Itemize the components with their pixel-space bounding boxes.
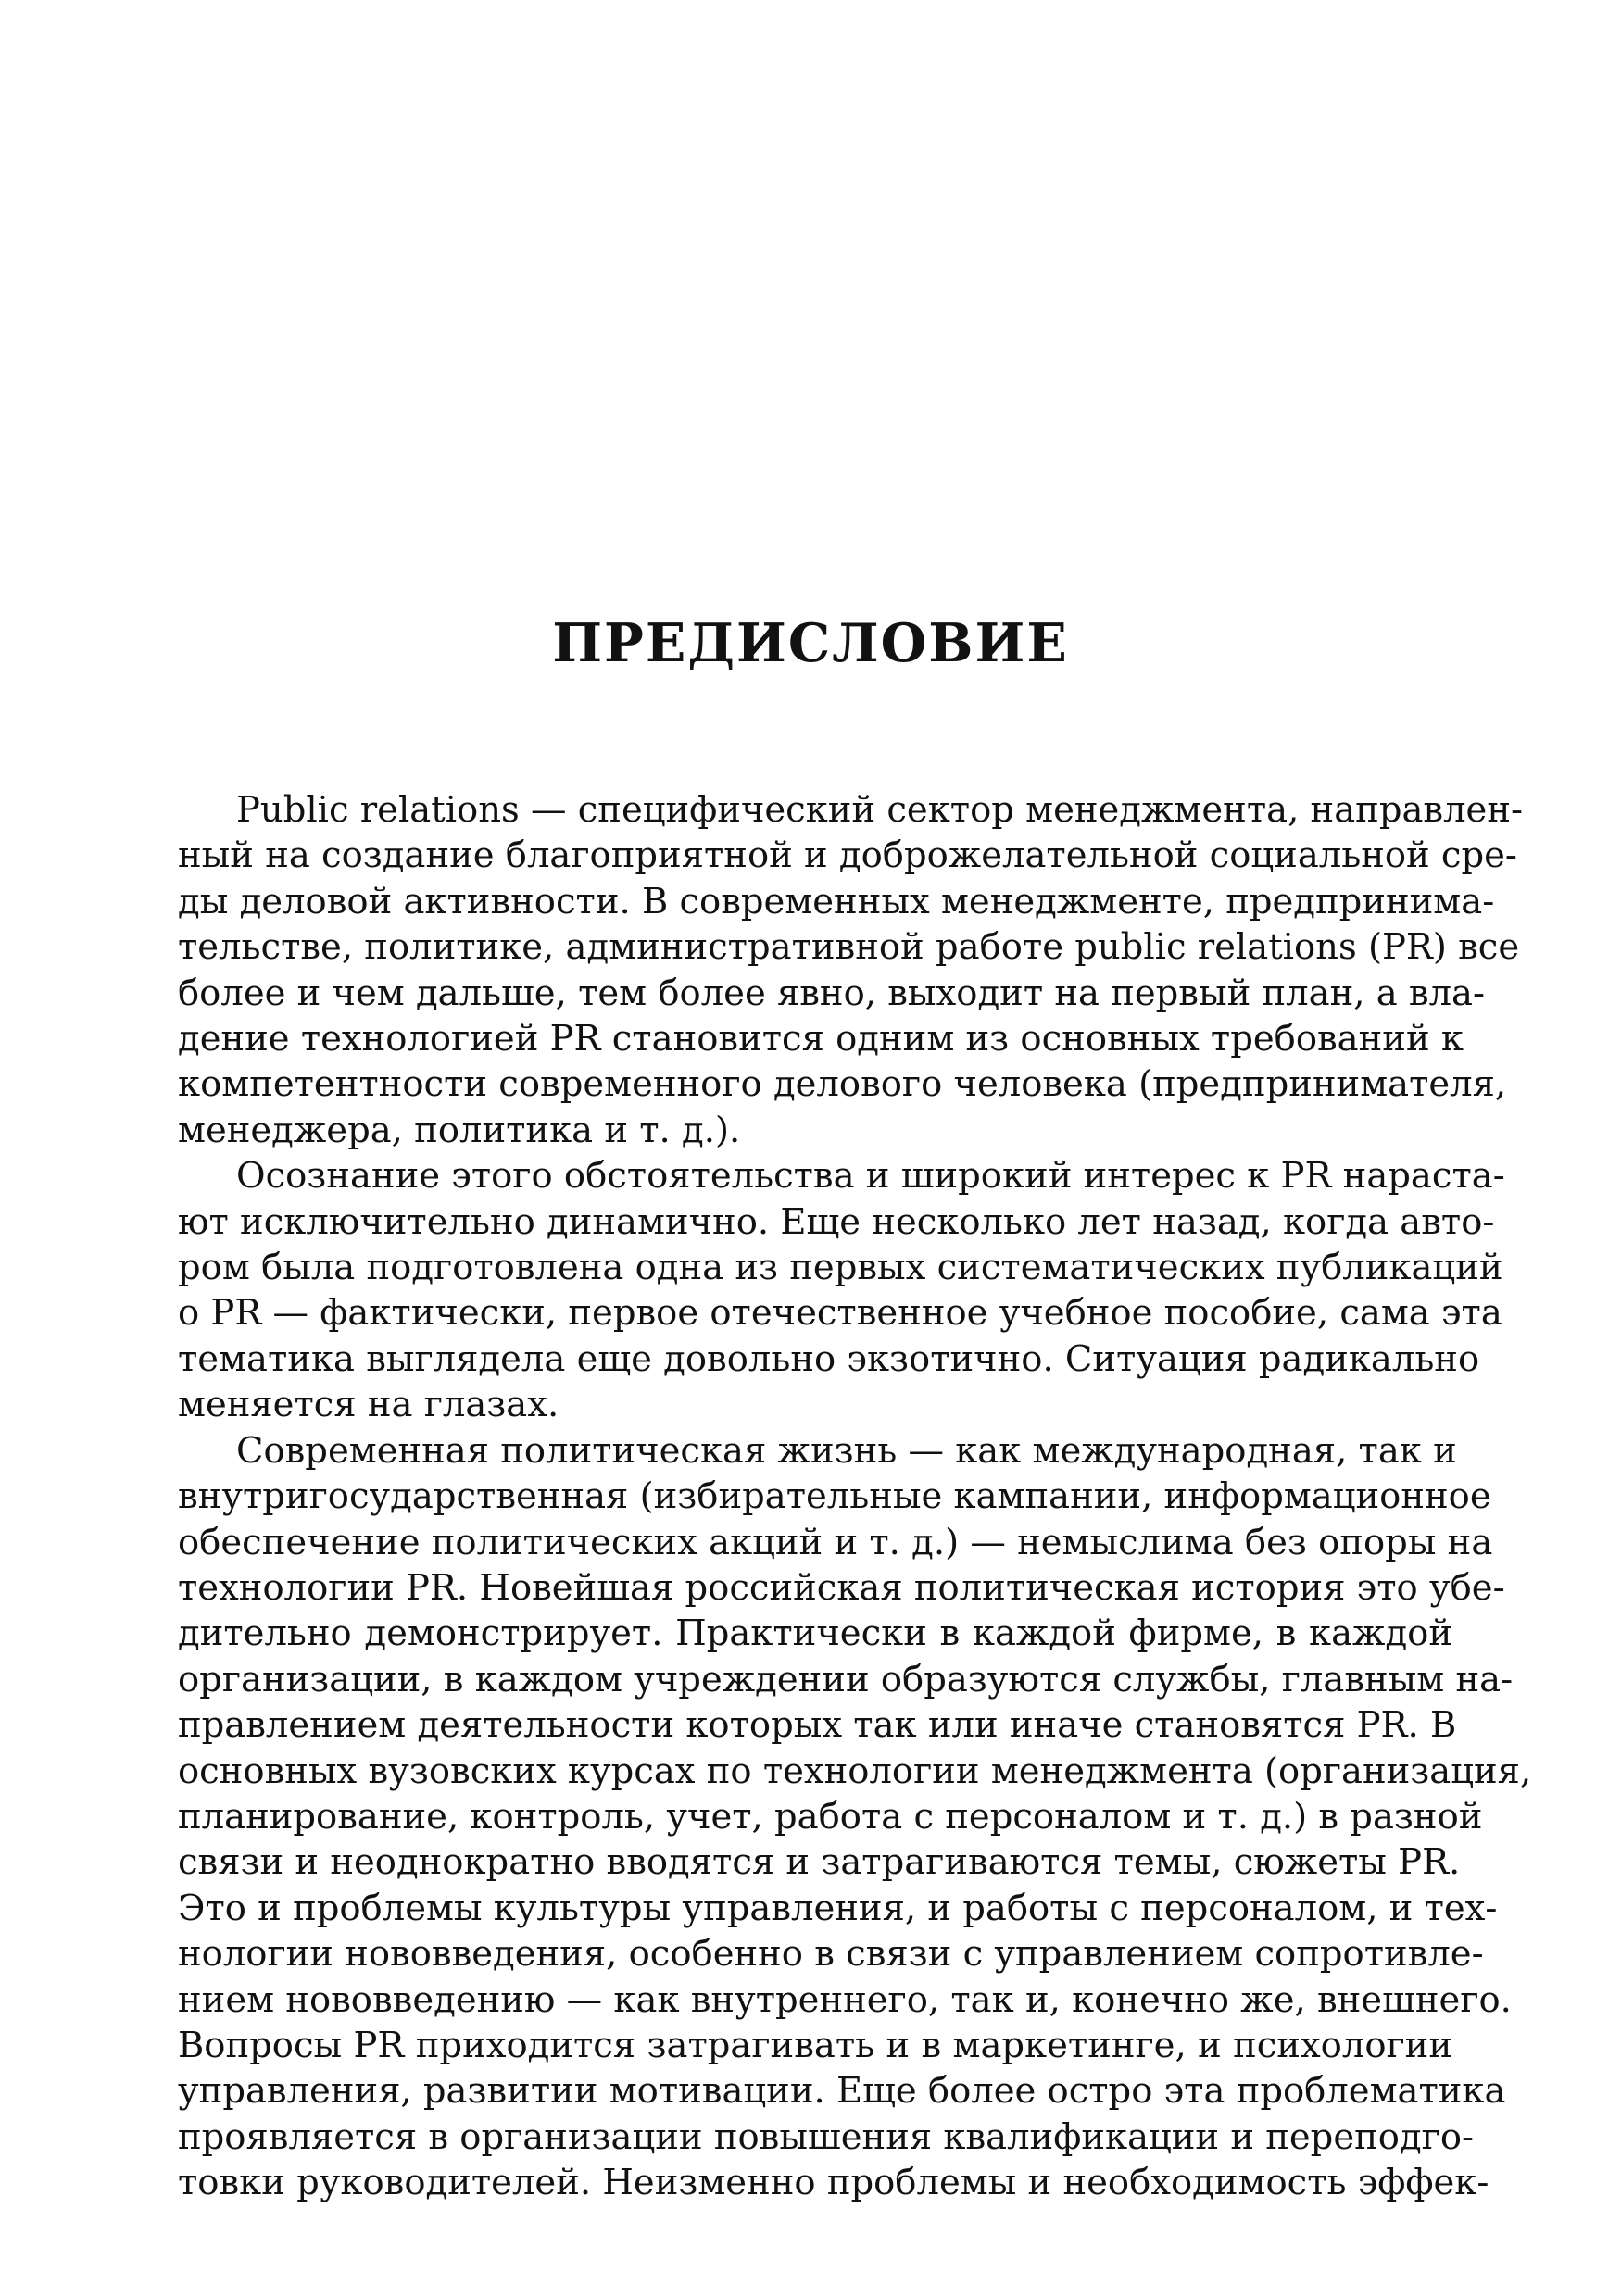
text-line: ют исключительно динамично. Еще несколько лет назад, когда авто- xyxy=(178,1200,1495,1243)
text-line: связи и неоднократно вводятся и затрагиваются темы, сюжеты PR. xyxy=(178,1841,1461,1884)
text-line: внутригосударственная (избирательные кампании, информационное xyxy=(178,1475,1491,1518)
text-line: о PR — фактически, первое отечественное учебное пособие, сама эта xyxy=(178,1292,1502,1335)
text-line: нием нововведению — как внутреннего, так и, конечно же, внешнего. xyxy=(178,1978,1512,2021)
text-line: нологии нововведения, особенно в связи с управлением сопротивле- xyxy=(178,1933,1484,1976)
paragraph-3 xyxy=(178,1428,1532,2206)
text-line: проявляется в организации повышения квалификации и переподго- xyxy=(178,2115,1475,2158)
text-line: ный на создание благоприятной и доброжелательной социальной сре- xyxy=(178,834,1517,877)
text-line: компетентности современного делового человека (предпринимателя, xyxy=(178,1063,1507,1106)
text-line: планирование, контроль, учет, работа с персоналом и т. д.) в разной xyxy=(178,1795,1483,1838)
text-line: правлением деятельности которых так или иначе становятся PR. В xyxy=(178,1704,1457,1747)
text-line: меняется на глазах. xyxy=(178,1384,559,1426)
text-line: Современная политическая жизнь — как международная, так и xyxy=(236,1429,1457,1472)
text-line: обеспечение политических акций и т. д.) — немыслима без опоры на xyxy=(178,1521,1493,1563)
paragraph-2 xyxy=(178,1153,1505,1427)
body-text xyxy=(178,787,1532,2206)
text-line: более и чем дальше, тем более явно, выходит на первый план, а вла- xyxy=(178,972,1486,1014)
text-line: тематика выглядела еще довольно экзотично. Ситуация радикально xyxy=(178,1337,1480,1380)
text-line: дительно демонстрирует. Практически в каждой фирме, в каждой xyxy=(178,1612,1452,1655)
text-line: дение технологией PR становится одним из основных требований к xyxy=(178,1018,1464,1060)
text-line: тельстве, политике, административной работе public relations (PR) все xyxy=(178,926,1520,969)
text-line: технологии PR. Новейшая российская политическая история это убе- xyxy=(178,1566,1505,1609)
paragraph-1 xyxy=(178,787,1524,1153)
text-line: основных вузовских курсах по технологии менеджмента (организация, xyxy=(178,1750,1532,1792)
text-line: ром была подготовлена одна из первых систематических публикаций xyxy=(178,1247,1503,1289)
text-line: Вопросы PR приходится затрагивать и в маркетинге, и психологии xyxy=(178,2024,1452,2066)
text-line: ды деловой активности. В современных менеджменте, предпринима- xyxy=(178,880,1495,922)
text-line: Это и проблемы культуры управления, и работы с персоналом, и тех- xyxy=(178,1887,1498,1929)
text-line: менеджера, политика и т. д.). xyxy=(178,1109,741,1151)
text-line: управления, развитии мотивации. Еще более остро эта проблематика xyxy=(178,2070,1506,2113)
text-line: товки руководителей. Неизменно проблемы и необходимость эффек- xyxy=(178,2162,1489,2204)
text-line: Public relations — специфический сектор менеджмента, направлен- xyxy=(236,789,1524,831)
page-title: ПРЕДИСЛОВИЕ xyxy=(552,612,1069,674)
text-line: Осознание этого обстоятельства и широкий интерес к PR нараста- xyxy=(236,1155,1505,1198)
text-line: организации, в каждом учреждении образуются службы, главным на- xyxy=(178,1658,1514,1700)
